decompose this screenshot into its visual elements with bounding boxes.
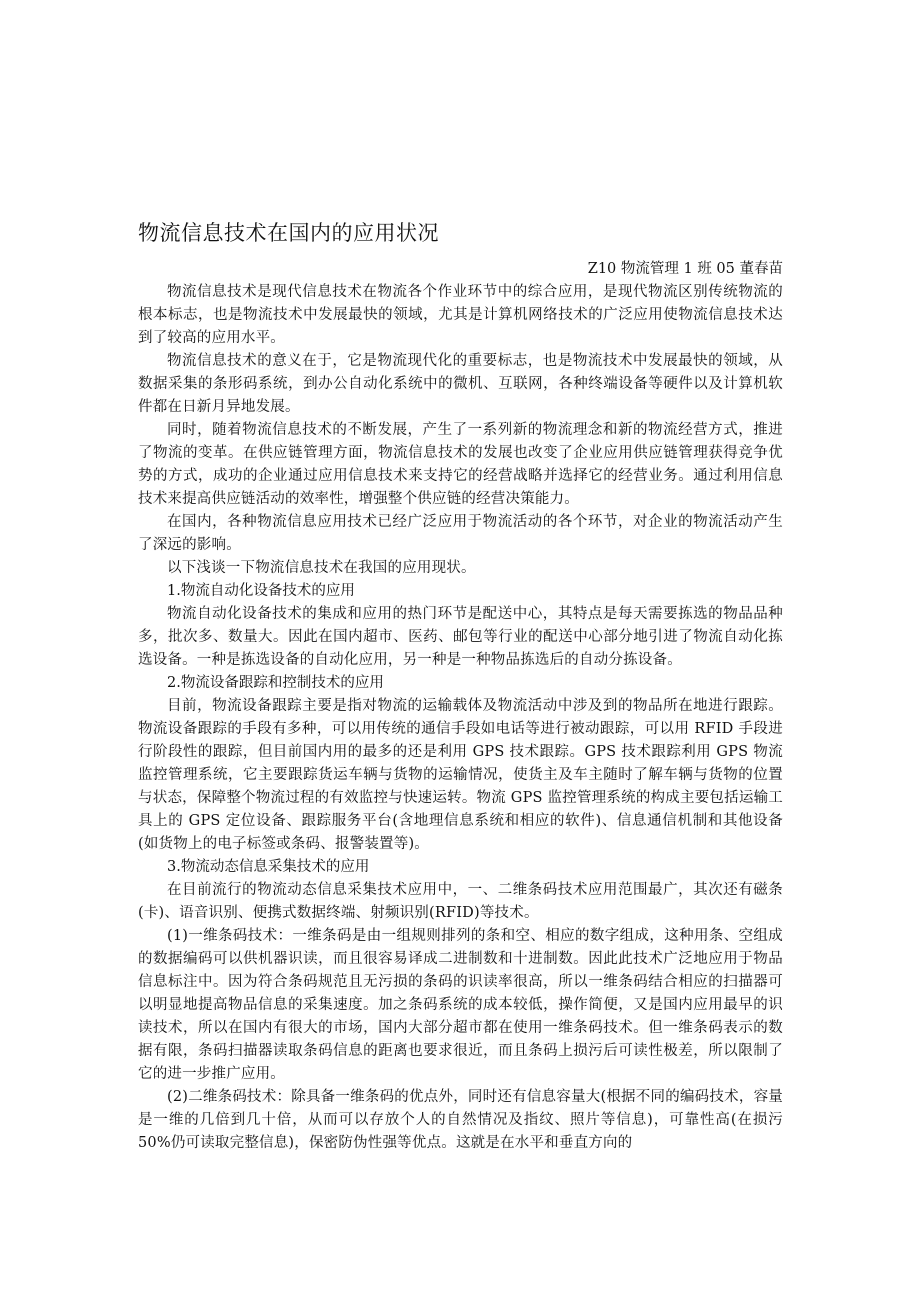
section-heading: 2.物流设备跟踪和控制技术的应用 bbox=[167, 675, 384, 691]
document-title: 物流信息技术在国内的应用状况 bbox=[138, 221, 439, 245]
paragraph: (2)二维条码技术：除具备一维条码的优点外，同时还有信息容量大(根据不同的编码技术，容量是一维的几倍到几十倍，从而可以存放个人的自然情况及指纹、照片等信息)，可靠性高(在损污 50%仍可读取完整信息)，保密防伪性强等优点。这就是在水平和垂直方向的 bbox=[138, 1089, 783, 1151]
paragraph: 目前，物流设备跟踪主要是指对物流的运输载体及物流活动中涉及到的物品所在地进行跟踪。物流设备跟踪的手段有多种，可以用传统的通信手段如电话等进行被动跟踪，可以用 RFID 手段进行阶段性的跟踪，但目前国内用的最多的还是利用 GPS 技术跟踪。GPS 技术跟踪利用 GPS 物流监控管理系统，它主要跟踪货运车辆与货物的运输情况，使货主及车主随时了解车辆与货物的位置与状态，保障整个物流过程的有效监控与快速运转。物流 GPS 监控管理系统的构成主要包括运输工具上的 GPS 定位设备、跟踪服务平台(含地理信息系统和相应的软件)、信息通信机制和其他设备(如货物上的电子标签或条码、报警装置等)。 bbox=[138, 698, 783, 852]
document-body bbox=[138, 281, 783, 1155]
paragraph: 同时，随着物流信息技术的不断发展，产生了一系列新的物流理念和新的物流经营方式，推进了物流的变革。在供应链管理方面，物流信息技术的发展也改变了企业应用供应链管理获得竞争优势的方式，成功的企业通过应用信息技术来支持它的经营战略并选择它的经营业务。通过利用信息技术来提高供应链活动的效率性，增强整个供应链的经营决策能力。 bbox=[138, 422, 783, 507]
paragraph: 以下浅谈一下物流信息技术在我国的应用现状。 bbox=[167, 560, 476, 576]
section-heading: 1.物流自动化设备技术的应用 bbox=[167, 583, 355, 599]
author-line: Z10 物流管理 1 班 05 董春苗 bbox=[587, 261, 783, 277]
paragraph: 在目前流行的物流动态信息采集技术应用中，一、二维条码技术应用范围最广，其次还有磁条(卡)、语音识别、便携式数据终端、射频识别(RFID)等技术。 bbox=[138, 882, 783, 921]
document-page bbox=[138, 218, 783, 1155]
section-heading: 3.物流动态信息采集技术的应用 bbox=[167, 859, 370, 875]
paragraph: 物流自动化设备技术的集成和应用的热门环节是配送中心，其特点是每天需要拣选的物品品种多，批次多、数量大。因此在国内超市、医药、邮包等行业的配送中心部分地引进了物流自动化拣选设备。一种是拣选设备的自动化应用，另一种是一种物品拣选后的自动分拣设备。 bbox=[138, 606, 783, 668]
paragraph: 物流信息技术的意义在于，它是物流现代化的重要标志，也是物流技术中发展最快的领域，从数据采集的条形码系统，到办公自动化系统中的微机、互联网，各种终端设备等硬件以及计算机软件都在日新月异地发展。 bbox=[138, 353, 783, 415]
paragraph: 物流信息技术是现代信息技术在物流各个作业环节中的综合应用，是现代物流区别传统物流的根本标志，也是物流技术中发展最快的领域，尤其是计算机网络技术的广泛应用使物流信息技术达到了较高的应用水平。 bbox=[138, 284, 783, 346]
paragraph: 在国内，各种物流信息应用技术已经广泛应用于物流活动的各个环节，对企业的物流活动产生了深远的影响。 bbox=[138, 514, 783, 553]
paragraph: (1)一维条码技术：一维条码是由一组规则排列的条和空、相应的数字组成，这种用条、空组成的数据编码可以供机器识读，而且很容易译成二进制数和十进制数。因此此技术广泛地应用于物品信息标注中。因为符合条码规范且无污损的条码的识读率很高，所以一维条码结合相应的扫描器可以明显地提高物品信息的采集速度。加之条码系统的成本较低，操作简便，又是国内应用最早的识读技术，所以在国内有很大的市场，国内大部分超市都在使用一维条码技术。但一维条码表示的数据有限，条码扫描器读取条码信息的距离也要求很近，而且条码上损污后可读性极差，所以限制了它的进一步推广应用。 bbox=[138, 928, 783, 1082]
